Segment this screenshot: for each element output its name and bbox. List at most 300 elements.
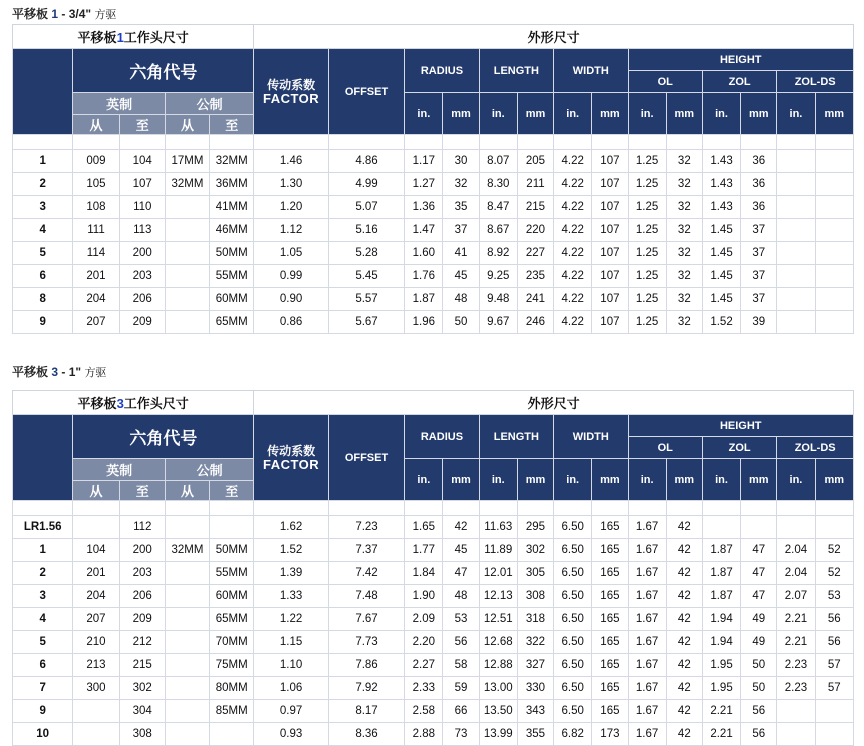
table-cell: 50	[741, 654, 777, 677]
table-cell: 111	[73, 219, 119, 242]
table-cell: 2.27	[405, 654, 443, 677]
table-cell: 1.43	[702, 196, 740, 219]
table-cell: 5.45	[328, 265, 404, 288]
row-code-cell: 4	[13, 608, 73, 631]
zol-header: ZOL	[702, 71, 776, 93]
table-cell: 32	[666, 219, 702, 242]
table-cell	[815, 700, 853, 723]
table-cell: 235	[517, 265, 553, 288]
table-cell: 105	[73, 173, 119, 196]
table-cell: 107	[592, 311, 628, 334]
zol-mm-header: mm	[741, 459, 777, 501]
table-cell: 1.25	[628, 196, 666, 219]
table-cell	[777, 516, 815, 539]
table-cell: 173	[592, 723, 628, 746]
table-cell: 56	[815, 608, 853, 631]
table-cell: 213	[73, 654, 119, 677]
factor-header: 传动系数 FACTOR	[254, 415, 328, 501]
spacer-cell	[73, 501, 119, 516]
table-row	[13, 723, 854, 746]
spacer-cell	[328, 501, 404, 516]
spacer-cell	[328, 135, 404, 150]
table-cell: 1.95	[702, 654, 740, 677]
table-cell: 55MM	[210, 265, 254, 288]
table-cell: 227	[517, 242, 553, 265]
spacer-cell	[165, 135, 209, 150]
table-cell: 57	[815, 677, 853, 700]
spacer-cell	[479, 501, 517, 516]
table-cell: 36MM	[210, 173, 254, 196]
table-cell: 104	[73, 539, 119, 562]
table-cell: 4.22	[554, 311, 592, 334]
table-cell: 355	[517, 723, 553, 746]
table-cell: 114	[73, 242, 119, 265]
height-header: HEIGHT	[628, 49, 854, 71]
zolds-mm-header: mm	[815, 93, 853, 135]
table-cell	[165, 265, 209, 288]
table-cell: 4.22	[554, 219, 592, 242]
table-cell: 56	[815, 631, 853, 654]
table-cell: 200	[119, 242, 165, 265]
row-code-cell: 2	[13, 562, 73, 585]
table-cell: 2.88	[405, 723, 443, 746]
table-cell: 13.99	[479, 723, 517, 746]
table-cell: 343	[517, 700, 553, 723]
spacer-cell	[815, 135, 853, 150]
table-cell: 206	[119, 288, 165, 311]
ol-in-header: in.	[628, 93, 666, 135]
width-header: WIDTH	[554, 415, 628, 459]
table-cell: 32	[666, 173, 702, 196]
table-row	[13, 700, 854, 723]
table-cell: 49	[741, 631, 777, 654]
metric-from-header: 从	[165, 115, 209, 135]
spacer-cell	[210, 135, 254, 150]
table-cell	[815, 265, 853, 288]
table-cell: 113	[119, 219, 165, 242]
table-cell	[815, 516, 853, 539]
spacer-cell	[554, 135, 592, 150]
row-code-cell: 7	[13, 677, 73, 700]
table-cell: 4.22	[554, 265, 592, 288]
table-cell: 165	[592, 631, 628, 654]
table-cell: 6.50	[554, 585, 592, 608]
table-cell: 1.87	[702, 539, 740, 562]
table-cell: 009	[73, 150, 119, 173]
table-cell: 204	[73, 288, 119, 311]
table-cell: 6.50	[554, 677, 592, 700]
zolds-in-header: in.	[777, 93, 815, 135]
table-cell: 50MM	[210, 242, 254, 265]
table-cell: 57	[815, 654, 853, 677]
table-cell: 1.67	[628, 585, 666, 608]
table-cell: 1.25	[628, 311, 666, 334]
ol-mm-header: mm	[666, 459, 702, 501]
radius-mm-header: mm	[443, 459, 479, 501]
table-cell: 42	[666, 654, 702, 677]
table-cell: 1.94	[702, 631, 740, 654]
row-code-cell: 9	[13, 700, 73, 723]
row-code-cell: 9	[13, 311, 73, 334]
table-cell: 41MM	[210, 196, 254, 219]
table-cell: 2.04	[777, 562, 815, 585]
table-cell: 7.48	[328, 585, 404, 608]
width-mm-header: mm	[592, 93, 628, 135]
spacer-cell	[592, 501, 628, 516]
spacer-cell	[628, 135, 666, 150]
table-cell: 1.25	[628, 242, 666, 265]
row-code-cell: 5	[13, 242, 73, 265]
table-cell: 165	[592, 654, 628, 677]
table-cell: 1.45	[702, 219, 740, 242]
table-cell: 165	[592, 562, 628, 585]
table-cell: 1.39	[254, 562, 328, 585]
table-cell: 56	[741, 723, 777, 746]
row-code-cell: 1	[13, 539, 73, 562]
table-cell: 4.22	[554, 150, 592, 173]
table-cell: 107	[592, 173, 628, 196]
table-cell: 1.20	[254, 196, 328, 219]
table-cell: 42	[666, 539, 702, 562]
table-cell: 32	[666, 196, 702, 219]
table-cell: 8.47	[479, 196, 517, 219]
table-cell: 42	[666, 516, 702, 539]
table-cell: 110	[119, 196, 165, 219]
offset-header: OFFSET	[328, 49, 404, 135]
table-cell: 2.21	[702, 723, 740, 746]
table-cell: 32MM	[165, 173, 209, 196]
group-header-head-size: 平移板1工作头尺寸	[13, 25, 254, 49]
table-cell: 8.17	[328, 700, 404, 723]
table-cell	[815, 219, 853, 242]
table-cell: 7.37	[328, 539, 404, 562]
table-cell	[777, 723, 815, 746]
table-cell: 49	[741, 608, 777, 631]
table-cell: 59	[443, 677, 479, 700]
table-cell	[777, 150, 815, 173]
table-cell: 32	[666, 288, 702, 311]
table-row	[13, 311, 854, 334]
ol-mm-header: mm	[666, 93, 702, 135]
table-cell	[165, 677, 209, 700]
table-cell: 32	[666, 150, 702, 173]
table-cell: 205	[517, 150, 553, 173]
table-cell: 0.97	[254, 700, 328, 723]
table-cell	[165, 585, 209, 608]
table-cell: 39	[741, 311, 777, 334]
table-cell: 107	[592, 265, 628, 288]
table-cell: 1.67	[628, 539, 666, 562]
table-cell: 215	[119, 654, 165, 677]
table-cell	[165, 196, 209, 219]
table-cell: 1.84	[405, 562, 443, 585]
width-in-header: in.	[554, 93, 592, 135]
table-cell: 201	[73, 562, 119, 585]
table-cell: 60MM	[210, 288, 254, 311]
imperial-to-header: 至	[119, 481, 165, 501]
table-cell: 1.45	[702, 265, 740, 288]
table-cell: 8.36	[328, 723, 404, 746]
table-cell: 8.07	[479, 150, 517, 173]
factor-header: 传动系数 FACTOR	[254, 49, 328, 135]
table-cell	[741, 516, 777, 539]
table-cell: 53	[443, 608, 479, 631]
width-mm-header: mm	[592, 459, 628, 501]
table-cell: 1.62	[254, 516, 328, 539]
table-cell: 32	[666, 265, 702, 288]
table-cell: 330	[517, 677, 553, 700]
table-cell: 203	[119, 265, 165, 288]
metric-to-header: 至	[210, 481, 254, 501]
table-cell: 1.17	[405, 150, 443, 173]
table-cell: 42	[666, 723, 702, 746]
table-cell: 1.52	[254, 539, 328, 562]
table-cell	[815, 150, 853, 173]
table-cell: 70MM	[210, 631, 254, 654]
table-cell: 2.21	[777, 631, 815, 654]
table-cell: 1.15	[254, 631, 328, 654]
table-cell: 37	[741, 288, 777, 311]
table-cell: 1.25	[628, 265, 666, 288]
table-cell: 6.50	[554, 631, 592, 654]
table-cell: 112	[119, 516, 165, 539]
spacer-cell	[254, 501, 328, 516]
spacer-cell	[777, 501, 815, 516]
table-cell: 7.73	[328, 631, 404, 654]
table-cell: 2.23	[777, 654, 815, 677]
spacer-cell	[666, 501, 702, 516]
table-cell: 7.67	[328, 608, 404, 631]
table-cell: 1.52	[702, 311, 740, 334]
table-cell	[777, 219, 815, 242]
table-cell: 32	[666, 242, 702, 265]
length-mm-header: mm	[517, 93, 553, 135]
table-cell: 165	[592, 516, 628, 539]
table-cell	[73, 700, 119, 723]
table-cell: 6.50	[554, 516, 592, 539]
zol-mm-header: mm	[741, 93, 777, 135]
table-cell	[165, 242, 209, 265]
table-cell	[165, 654, 209, 677]
table-row	[13, 242, 854, 265]
table-cell: 48	[443, 585, 479, 608]
table-row	[13, 173, 854, 196]
table-cell	[777, 311, 815, 334]
table-cell: 8.30	[479, 173, 517, 196]
table-cell: 37	[741, 242, 777, 265]
table-cell	[165, 700, 209, 723]
height-header: HEIGHT	[628, 415, 854, 437]
table-cell: 11.63	[479, 516, 517, 539]
spacer-cell	[73, 135, 119, 150]
table-cell: 1.67	[628, 631, 666, 654]
hex-code-header: 六角代号	[73, 415, 254, 459]
table-cell: 5.57	[328, 288, 404, 311]
table-row	[13, 585, 854, 608]
table-cell: 1.87	[702, 562, 740, 585]
table-cell: 65MM	[210, 608, 254, 631]
table-cell: 85MM	[210, 700, 254, 723]
group-header-dimensions: 外形尺寸	[254, 391, 854, 415]
ol-header: OL	[628, 71, 702, 93]
zolds-in-header: in.	[777, 459, 815, 501]
table-row	[13, 562, 854, 585]
table-cell: 1.45	[702, 242, 740, 265]
table-row	[13, 516, 854, 539]
table-title: 平移板 3 - 1" 方驱	[12, 365, 107, 379]
row-code-cell: 6	[13, 265, 73, 288]
table-cell: 32MM	[165, 539, 209, 562]
table-cell: 1.96	[405, 311, 443, 334]
spacer-cell	[13, 135, 73, 150]
table-cell	[815, 196, 853, 219]
radius-header: RADIUS	[405, 415, 479, 459]
table-cell: 4.22	[554, 242, 592, 265]
table-cell: 1.95	[702, 677, 740, 700]
table-cell: 7.86	[328, 654, 404, 677]
table-cell: 4.86	[328, 150, 404, 173]
corner-cell	[13, 415, 73, 501]
table-cell: 65MM	[210, 311, 254, 334]
table-cell: 1.30	[254, 173, 328, 196]
table-cell: 203	[119, 562, 165, 585]
table-cell: 1.67	[628, 677, 666, 700]
table-cell: 2.21	[702, 700, 740, 723]
spacer-cell	[777, 135, 815, 150]
table-cell: 210	[73, 631, 119, 654]
zol-header: ZOL	[702, 437, 776, 459]
table-cell	[165, 631, 209, 654]
table-cell: 7.92	[328, 677, 404, 700]
radius-mm-header: mm	[443, 93, 479, 135]
spacer-cell	[815, 501, 853, 516]
table-cell: 8.92	[479, 242, 517, 265]
table-cell: 1.46	[254, 150, 328, 173]
zol-in-header: in.	[702, 459, 740, 501]
table-cell: 6.50	[554, 608, 592, 631]
table-cell: 42	[666, 700, 702, 723]
table-cell: 55MM	[210, 562, 254, 585]
spec-table	[12, 390, 854, 746]
table-cell: 1.25	[628, 173, 666, 196]
table-cell: 1.43	[702, 173, 740, 196]
table-cell: 1.60	[405, 242, 443, 265]
table-cell	[165, 311, 209, 334]
table-row	[13, 196, 854, 219]
length-in-header: in.	[479, 459, 517, 501]
table-cell: 56	[443, 631, 479, 654]
table-cell: 1.25	[628, 219, 666, 242]
spacer-cell	[517, 135, 553, 150]
table-cell: 2.04	[777, 539, 815, 562]
table-body	[13, 135, 854, 334]
row-code-cell: LR1.56	[13, 516, 73, 539]
table-cell: 9.67	[479, 311, 517, 334]
table-cell: 32	[666, 311, 702, 334]
spacer-cell	[405, 135, 443, 150]
table-cell: 42	[666, 608, 702, 631]
table-cell: 75MM	[210, 654, 254, 677]
table-cell: 5.16	[328, 219, 404, 242]
table-cell: 80MM	[210, 677, 254, 700]
table-cell: 1.05	[254, 242, 328, 265]
imperial-from-header: 从	[73, 115, 119, 135]
table-cell	[165, 219, 209, 242]
table-cell: 2.20	[405, 631, 443, 654]
table-cell: 35	[443, 196, 479, 219]
table-cell: 107	[119, 173, 165, 196]
table-cell: 6.50	[554, 700, 592, 723]
table-cell	[815, 242, 853, 265]
table-cell: 308	[119, 723, 165, 746]
table-cell: 46MM	[210, 219, 254, 242]
table-cell	[777, 265, 815, 288]
table-cell: 66	[443, 700, 479, 723]
spacer-row	[13, 135, 854, 150]
spacer-cell	[741, 501, 777, 516]
table-cell: 47	[741, 539, 777, 562]
table-cell: 42	[666, 677, 702, 700]
table-cell: 305	[517, 562, 553, 585]
table-cell: 7.42	[328, 562, 404, 585]
row-code-cell: 4	[13, 219, 73, 242]
spacer-cell	[443, 501, 479, 516]
table-cell: 56	[741, 700, 777, 723]
table-row	[13, 654, 854, 677]
table-cell: 209	[119, 311, 165, 334]
table-cell: 42	[443, 516, 479, 539]
table-cell: 50	[443, 311, 479, 334]
hex-code-header: 六角代号	[73, 49, 254, 93]
table-cell: 107	[592, 219, 628, 242]
spacer-cell	[254, 135, 328, 150]
table-cell: 215	[517, 196, 553, 219]
table-cell: 2.23	[777, 677, 815, 700]
table-cell: 207	[73, 608, 119, 631]
table-cell: 165	[592, 539, 628, 562]
table-cell: 2.33	[405, 677, 443, 700]
table-cell: 295	[517, 516, 553, 539]
table-cell: 1.90	[405, 585, 443, 608]
table-row	[13, 608, 854, 631]
table-cell: 1.47	[405, 219, 443, 242]
offset-header: OFFSET	[328, 415, 404, 501]
table-row	[13, 150, 854, 173]
radius-in-header: in.	[405, 459, 443, 501]
table-cell	[165, 723, 209, 746]
table-cell: 9.25	[479, 265, 517, 288]
group-header-head-size: 平移板3工作头尺寸	[13, 391, 254, 415]
table-cell: 107	[592, 150, 628, 173]
table-cell: 1.67	[628, 562, 666, 585]
zolds-header: ZOL-DS	[777, 437, 854, 459]
table-cell: 13.50	[479, 700, 517, 723]
table-cell: 36	[741, 173, 777, 196]
table-cell	[815, 288, 853, 311]
table-title: 平移板 1 - 3/4" 方驱	[12, 7, 117, 21]
table-row	[13, 631, 854, 654]
imperial-header: 英制	[73, 459, 166, 481]
table-cell: 9.48	[479, 288, 517, 311]
table-cell: 36	[741, 150, 777, 173]
table-cell: 1.87	[702, 585, 740, 608]
table-cell: 7.23	[328, 516, 404, 539]
table-cell: 32	[443, 173, 479, 196]
spacer-cell	[119, 135, 165, 150]
table-row	[13, 219, 854, 242]
table-cell: 42	[666, 631, 702, 654]
row-code-cell: 8	[13, 288, 73, 311]
